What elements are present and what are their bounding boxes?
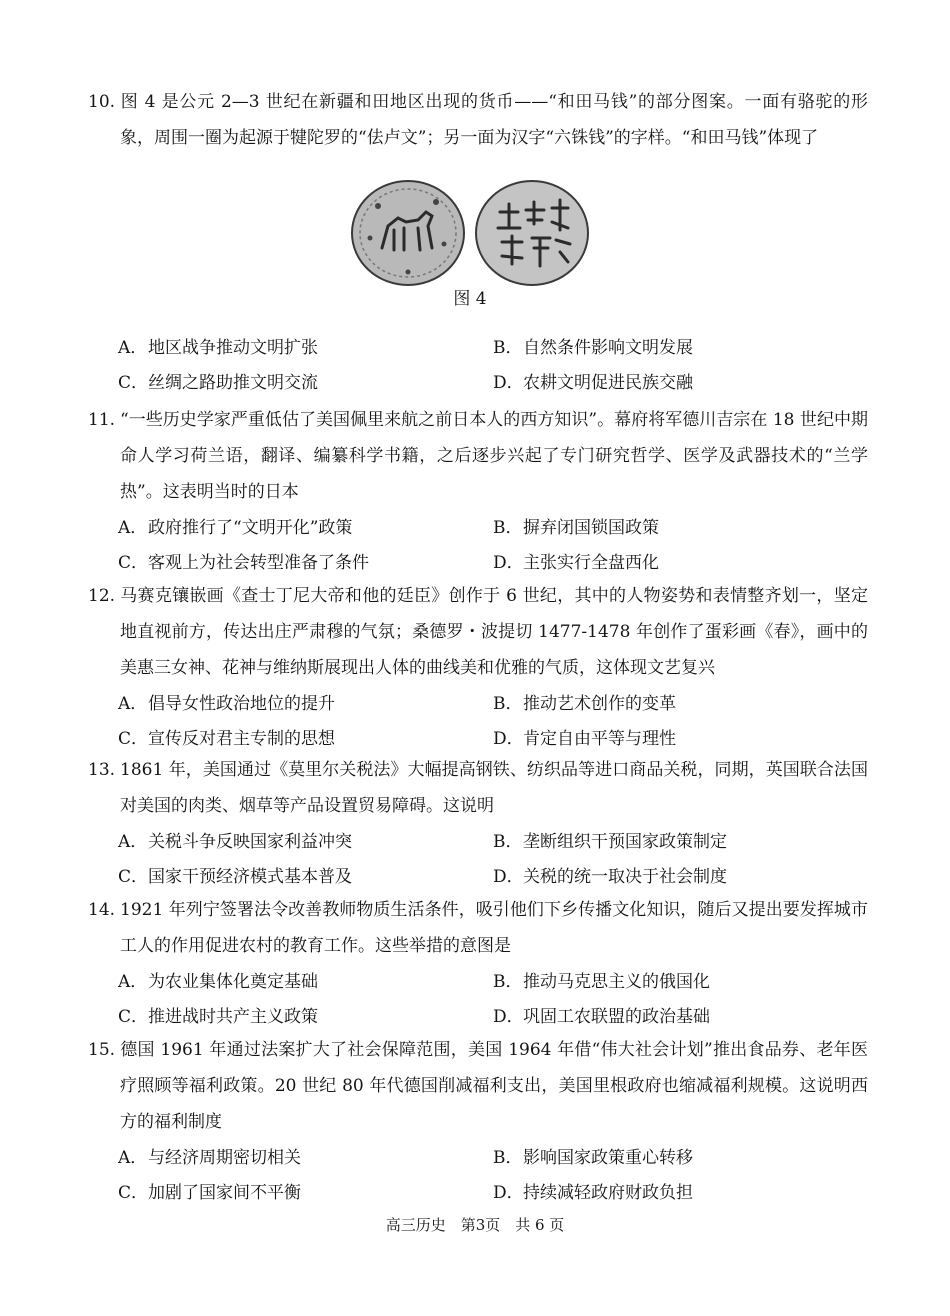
figure-caption: 图 4	[453, 289, 487, 309]
question-stem	[88, 578, 868, 686]
option-label: C．	[118, 1006, 149, 1027]
option-text: 与经济周期密切相关	[148, 1147, 301, 1168]
option-label: D．	[493, 728, 524, 749]
option-label: B．	[493, 971, 523, 992]
option-b	[493, 330, 868, 366]
option-text: 政府推行了“文明开化”政策	[148, 517, 353, 538]
figure-4	[340, 178, 600, 318]
option-text: 推进战时共产主义政策	[148, 1006, 318, 1027]
option-label: C．	[118, 728, 149, 749]
option-b	[493, 964, 868, 1000]
option-label: D．	[493, 1182, 524, 1203]
option-label: B．	[493, 337, 523, 358]
question-stem	[88, 1032, 868, 1140]
question-number: 12.	[88, 586, 116, 606]
options	[88, 686, 868, 756]
option-label: D．	[493, 552, 524, 573]
option-a	[118, 824, 493, 860]
question-stem	[88, 892, 868, 964]
option-label: D．	[493, 1006, 524, 1027]
question-12	[88, 578, 868, 756]
question-13	[88, 752, 868, 894]
question-text: 马赛克镶嵌画《查士丁尼大帝和他的廷臣》创作于 6 世纪，其中的人物姿势和表情整齐划一，坚定地直视前方，传达出庄严肃穆的气氛；桑德罗・波提切 1477-1478 年创作了蛋彩画《春》，画中的美惠三女神、花神与维纳斯展现出人体的曲线美和优雅的气质，这体现文艺复兴	[120, 586, 868, 678]
option-row	[118, 721, 868, 756]
question-10-options	[88, 330, 868, 400]
question-stem	[88, 752, 868, 824]
options	[88, 510, 868, 580]
option-text: 宣传反对君主专制的思想	[148, 728, 335, 749]
option-text: 倡导女性政治地位的提升	[148, 693, 335, 714]
option-b	[493, 686, 868, 722]
question-14	[88, 892, 868, 1034]
option-text: 摒弃闭国锁国政策	[523, 517, 659, 538]
option-row	[118, 1140, 868, 1175]
option-row	[118, 964, 868, 999]
option-text: 农耕文明促进民族交融	[523, 372, 693, 393]
options	[88, 1140, 868, 1210]
option-text: 推动马克思主义的俄国化	[523, 971, 710, 992]
options	[88, 330, 868, 400]
option-label: A．	[118, 337, 148, 358]
option-text: 加剧了国家间不平衡	[148, 1182, 301, 1203]
option-text: 巩固工农联盟的政治基础	[523, 1006, 710, 1027]
option-text: 推动艺术创作的变革	[523, 693, 676, 714]
option-c	[118, 1175, 493, 1211]
option-label: A．	[118, 517, 148, 538]
option-text: 持续减轻政府财政负担	[523, 1182, 693, 1203]
option-text: 地区战争推动文明扩张	[148, 337, 318, 358]
option-text: 肯定自由平等与理性	[523, 728, 676, 749]
option-label: C．	[118, 372, 149, 393]
option-d	[493, 999, 868, 1035]
question-10	[88, 84, 868, 156]
question-stem	[88, 84, 868, 156]
option-row	[118, 1175, 868, 1210]
option-row	[118, 330, 868, 365]
option-row	[118, 686, 868, 721]
option-label: C．	[118, 866, 149, 887]
question-number: 10.	[88, 92, 116, 112]
option-text: 国家干预经济模式基本普及	[148, 866, 352, 887]
option-c	[118, 365, 493, 401]
option-a	[118, 330, 493, 366]
option-row	[118, 859, 868, 894]
option-a	[118, 964, 493, 1000]
option-c	[118, 999, 493, 1035]
option-row	[118, 824, 868, 859]
question-15	[88, 1032, 868, 1210]
option-row	[118, 999, 868, 1034]
question-number: 14.	[88, 900, 116, 920]
option-label: B．	[493, 693, 523, 714]
option-label: B．	[493, 1147, 523, 1168]
option-label: B．	[493, 517, 523, 538]
question-number: 15.	[88, 1040, 116, 1060]
option-d	[493, 1175, 868, 1211]
option-label: A．	[118, 971, 148, 992]
question-text: 德国 1961 年通过法案扩大了社会保障范围，美国 1964 年借“伟大社会计划”推出食品券、老年医疗照顾等福利政策。20 世纪 80 年代德国削减福利支出，美国里根政府也缩减福利规模。这说明西方的福利制度	[120, 1040, 868, 1132]
option-a	[118, 1140, 493, 1176]
option-text: 关税的统一取决于社会制度	[523, 866, 727, 887]
options	[88, 824, 868, 894]
option-label: C．	[118, 1182, 149, 1203]
option-text: 影响国家政策重心转移	[523, 1147, 693, 1168]
option-text: 垄断组织干预国家政策制定	[523, 831, 727, 852]
option-text: 主张实行全盘西化	[523, 552, 659, 573]
option-d	[493, 859, 868, 895]
option-a	[118, 510, 493, 546]
option-row	[118, 510, 868, 545]
option-a	[118, 686, 493, 722]
option-label: A．	[118, 1147, 148, 1168]
question-11	[88, 402, 868, 580]
option-text: 丝绸之路助推文明交流	[148, 372, 318, 393]
option-text: 关税斗争反映国家利益冲突	[148, 831, 352, 852]
option-d	[493, 365, 868, 401]
option-label: A．	[118, 693, 148, 714]
option-label: D．	[493, 866, 524, 887]
option-b	[493, 1140, 868, 1176]
option-row	[118, 545, 868, 580]
option-label: D．	[493, 372, 524, 393]
page-footer: 高三历史 第3页 共 6 页	[385, 1216, 565, 1234]
option-text: 自然条件影响文明发展	[523, 337, 693, 358]
coin-horse-side-image	[348, 178, 468, 288]
question-text: 图 4 是公元 2—3 世纪在新疆和田地区出现的货币——“和田马钱”的部分图案。一面有骆驼的形象，周围一圈为起源于犍陀罗的“佉卢文”；另一面为汉字“六铢钱”的字样。“和田马钱”体现了	[120, 92, 868, 148]
option-label: B．	[493, 831, 523, 852]
coin-character-side-image	[472, 178, 592, 288]
option-label: C．	[118, 552, 149, 573]
option-row	[118, 365, 868, 400]
question-text: 1861 年，美国通过《莫里尔关税法》大幅提高钢铁、纺织品等进口商品关税，同期，英国联合法国对美国的肉类、烟草等产品设置贸易障碍。这说明	[120, 760, 868, 816]
option-text: 为农业集体化奠定基础	[148, 971, 318, 992]
option-c	[118, 859, 493, 895]
question-text: “一些历史学家严重低估了美国佩里来航之前日本人的西方知识”。幕府将军德川吉宗在 18 世纪中期命人学习荷兰语，翻译、编纂科学书籍，之后逐步兴起了专门研究哲学、医学及武器技术的“兰学热”。这表明当时的日本	[120, 410, 868, 502]
option-d	[493, 545, 868, 581]
option-b	[493, 510, 868, 546]
option-text: 客观上为社会转型准备了条件	[148, 552, 369, 573]
question-number: 11.	[88, 410, 116, 430]
options	[88, 964, 868, 1034]
option-c	[118, 545, 493, 581]
question-stem	[88, 402, 868, 510]
option-b	[493, 824, 868, 860]
question-number: 13.	[88, 760, 116, 780]
question-text: 1921 年列宁签署法令改善教师物质生活条件，吸引他们下乡传播文化知识，随后又提出要发挥城市工人的作用促进农村的教育工作。这些举措的意图是	[120, 900, 868, 956]
option-label: A．	[118, 831, 148, 852]
